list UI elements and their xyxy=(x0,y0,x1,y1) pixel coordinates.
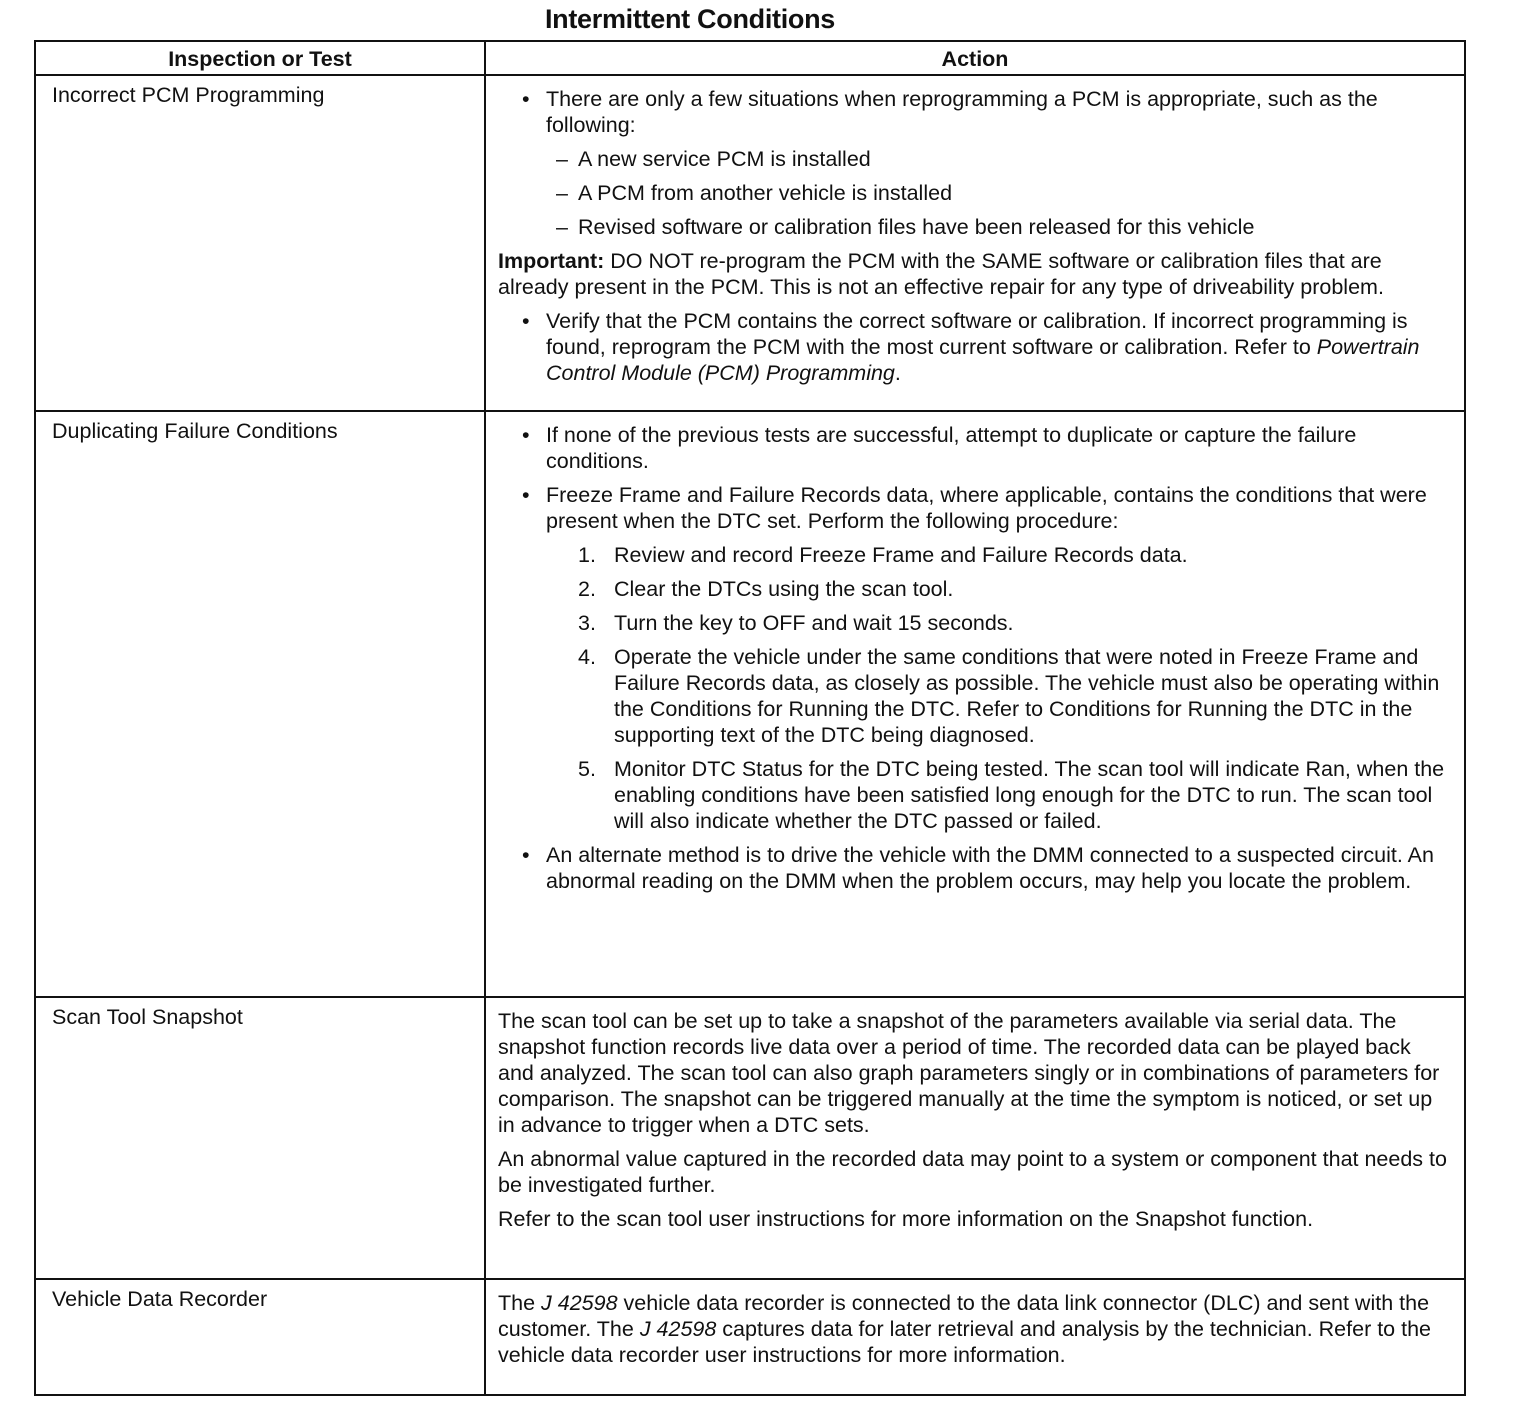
list-item: – A PCM from another vehicle is installed xyxy=(556,181,953,205)
paragraph: The scan tool can be set up to take a snapshot of the parameters available via serial data. The snapshot function records live data over a period of time. The recorded data can be played back and analyzed. The scan tool can also graph parameters singly or in combinations of parameters for comparison. The snapshot can be triggered manually at the time the symptom is noticed, or set up in advance to trigger when a DTC sets. xyxy=(498,1009,1440,1137)
action-cell xyxy=(485,75,1465,411)
test-cell: Vehicle Data Recorder xyxy=(35,1279,485,1395)
dash-icon: – xyxy=(556,215,568,239)
procedure-step: 1. Review and record Freeze Frame and Failure Records data. xyxy=(578,543,1188,567)
action-cell xyxy=(485,411,1465,997)
bullet-icon: • xyxy=(522,87,530,111)
tool-number: J 42598 xyxy=(639,1317,717,1341)
list-item: • An alternate method is to drive the vehicle with the DMM connected to a suspected circuit. An abnormal reading on the DMM when the problem occurs, may help you locate the problem. xyxy=(522,843,1434,893)
intermittent-conditions-table xyxy=(34,40,1466,1396)
test-cell: Duplicating Failure Conditions xyxy=(35,411,485,997)
important-note: Important: DO NOT re-program the PCM with the SAME software or calibration files that are already present in the PCM. This is not an effective repair for any type of driveability problem. xyxy=(498,249,1384,299)
procedure-step: 4. Operate the vehicle under the same conditions that were noted in Freeze Frame and Failure Records data, as closely as possible. The vehicle must also be operating within the Conditions for Running the DTC. Refer to Conditions for Running the DTC in the supporting text of the DTC being diagnosed. xyxy=(578,645,1440,747)
list-item: – Revised software or calibration files have been released for this vehicle xyxy=(556,215,1255,239)
test-cell: Incorrect PCM Programming xyxy=(35,75,485,411)
bullet-icon: • xyxy=(522,309,530,333)
bullet-icon: • xyxy=(522,483,530,507)
paragraph: The J 42598 vehicle data recorder is connected to the data link connector (DLC) and sent with the customer. The J 42598 captures data for later retrieval and analysis by the technician. Refer to the vehicle data recorder user instructions for more information. xyxy=(498,1291,1431,1367)
dash-icon: – xyxy=(556,147,568,171)
list-item: • There are only a few situations when reprogramming a PCM is appropriate, such as the following: xyxy=(522,87,1378,137)
table-row xyxy=(35,411,1465,997)
column-header-action: Action xyxy=(485,41,1465,75)
table-row xyxy=(35,997,1465,1279)
procedure-step: 2. Clear the DTCs using the scan tool. xyxy=(578,577,954,601)
procedure-step: 5. Monitor DTC Status for the DTC being tested. The scan tool will indicate Ran, when the enabling conditions have been satisfied long enough for the DTC to run. The scan tool will also indicate whether the DTC passed or failed. xyxy=(578,757,1445,833)
table-header-row xyxy=(35,41,1465,75)
action-cell xyxy=(485,997,1465,1279)
bullet-icon: • xyxy=(522,423,530,447)
procedure-step: 3. Turn the key to OFF and wait 15 seconds. xyxy=(578,611,1014,635)
test-cell: Scan Tool Snapshot xyxy=(35,997,485,1279)
tool-number: J 42598 xyxy=(541,1291,618,1315)
paragraph: Refer to the scan tool user instructions for more information on the Snapshot function. xyxy=(498,1207,1314,1231)
paragraph: An abnormal value captured in the recorded data may point to a system or component that needs to be investigated further. xyxy=(498,1147,1447,1197)
list-item: • If none of the previous tests are successful, attempt to duplicate or capture the failure conditions. xyxy=(522,423,1357,473)
page-title: Intermittent Conditions xyxy=(544,4,836,34)
list-item: – A new service PCM is installed xyxy=(556,147,871,171)
column-header-test: Inspection or Test xyxy=(35,41,485,75)
list-item: • Verify that the PCM contains the correct software or calibration. If incorrect programming is found, reprogram the PCM with the most current software or calibration. Refer to Powertrain Control Module (PCM) Programming. xyxy=(522,309,1420,385)
table-row xyxy=(35,75,1465,411)
dash-icon: – xyxy=(556,181,568,205)
list-item: • Freeze Frame and Failure Records data, where applicable, contains the conditions that were present when the DTC set. Perform the following procedure: xyxy=(522,483,1427,533)
reference-link[interactable]: Powertrain Control Module (PCM) Programming xyxy=(546,335,1420,385)
bullet-icon: • xyxy=(522,843,530,867)
action-cell xyxy=(485,1279,1465,1395)
important-label: Important: xyxy=(498,249,605,273)
table-row xyxy=(35,1279,1465,1395)
